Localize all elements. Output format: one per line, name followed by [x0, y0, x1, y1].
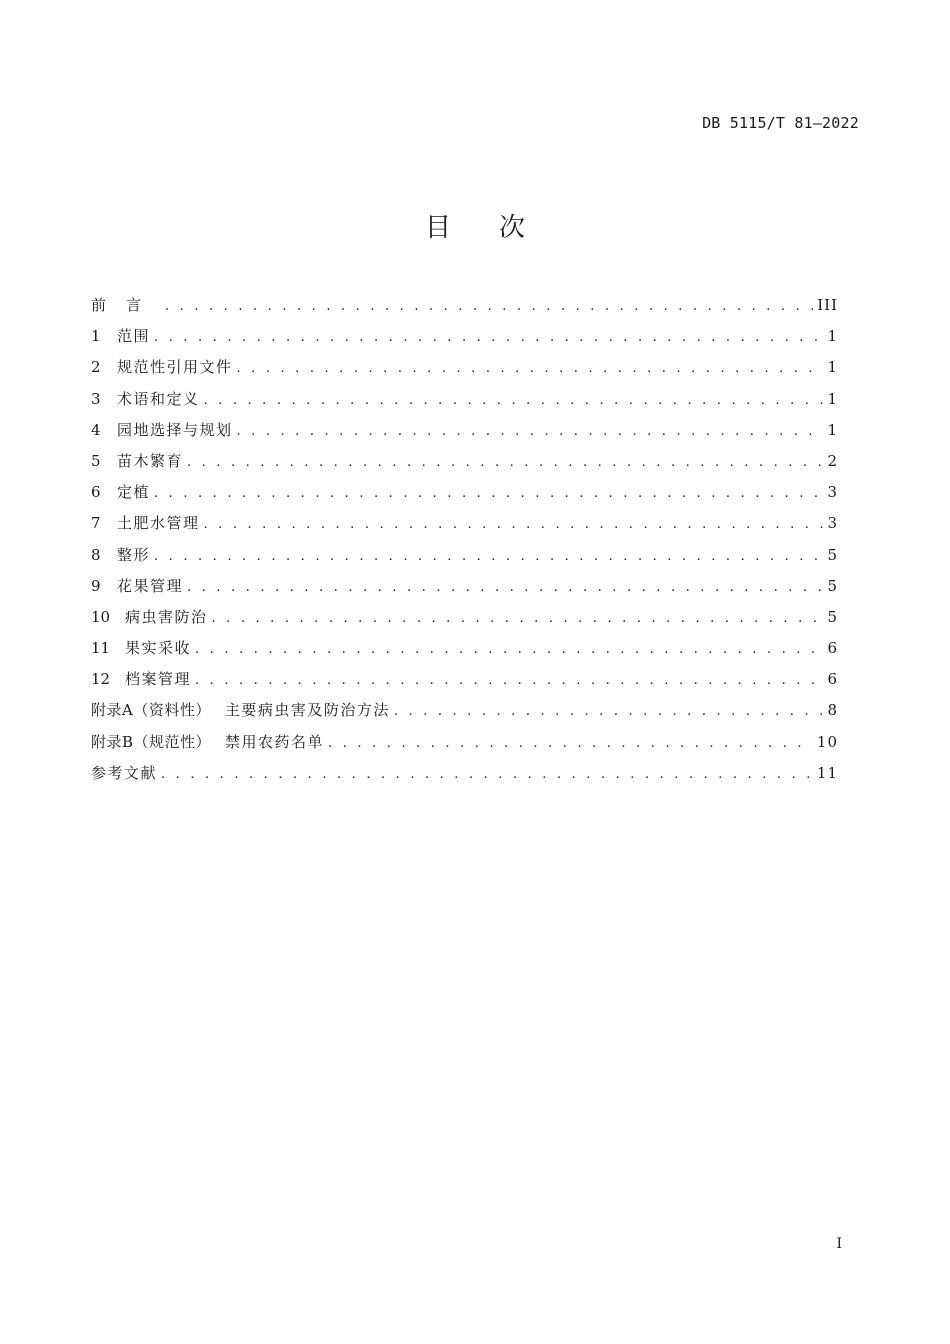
toc-leader-dots: [161, 759, 813, 790]
toc-number: 6: [91, 483, 101, 502]
toc-page-number: 3: [827, 483, 838, 502]
toc-label: 病虫害防治: [125, 607, 208, 626]
toc-page-number: 1: [827, 420, 838, 439]
toc-leader-dots: [328, 728, 813, 759]
toc-label: 档案管理: [125, 670, 192, 689]
toc-item-bibliography[interactable]: [91, 758, 838, 789]
toc-page-number: 1: [827, 358, 838, 377]
toc-page-number: 2: [827, 451, 838, 470]
toc-page-number: 1: [827, 389, 838, 408]
toc-page-number: 1: [827, 327, 838, 346]
toc-label: [91, 695, 390, 726]
toc-number: 8: [91, 545, 101, 564]
toc-page-number: 6: [827, 639, 838, 658]
annex-prefix: 附录A（资料性）: [91, 701, 211, 720]
toc-leader-dots: [195, 634, 823, 665]
toc-label: 术语和定义: [117, 389, 200, 408]
toc-item-8[interactable]: [91, 540, 838, 571]
toc-item-annex-a[interactable]: [91, 695, 838, 726]
toc-leader-dots: [187, 572, 823, 603]
toc-item-9[interactable]: [91, 571, 838, 602]
toc-page-number: 10: [816, 732, 838, 751]
toc-leader-dots: [154, 322, 823, 353]
toc-label: 整形: [117, 545, 151, 564]
toc-label: 土肥水管理: [117, 514, 200, 533]
toc-number: 9: [91, 576, 101, 595]
toc-item-10[interactable]: [91, 602, 838, 633]
toc-leader-dots: [237, 353, 824, 384]
toc-number: 10: [91, 607, 111, 626]
toc-page-number: 11: [816, 763, 838, 782]
toc-leader-dots: [154, 478, 823, 509]
toc-label: 果实采收: [125, 639, 192, 658]
annex-title: 禁用农药名单: [225, 732, 325, 751]
toc-leader-dots: [394, 696, 824, 727]
toc-number: 12: [91, 670, 111, 689]
toc-page-number: 5: [827, 545, 838, 564]
toc-page-number: 5: [827, 607, 838, 626]
toc-number: 5: [91, 451, 101, 470]
toc-page-number: 6: [827, 670, 838, 689]
toc-page-number: 5: [827, 576, 838, 595]
annex-prefix: 附录B（规范性）: [91, 732, 212, 751]
toc-number: 7: [91, 514, 101, 533]
toc-number: 2: [91, 358, 101, 377]
toc-item-7[interactable]: [91, 508, 838, 539]
toc-label: 苗木繁育: [117, 451, 184, 470]
toc-leader-dots: [154, 541, 823, 572]
toc-leader-dots: [195, 665, 823, 696]
toc-item-annex-b[interactable]: [91, 727, 838, 758]
standard-code: DB 5115/T 81—2022: [702, 114, 859, 132]
toc-leader-dots: [212, 603, 824, 634]
toc-item-2[interactable]: [91, 352, 838, 383]
toc-item-1[interactable]: [91, 321, 838, 352]
toc-number: 3: [91, 389, 101, 408]
toc-label: [91, 727, 324, 758]
toc-number: 11: [91, 639, 111, 658]
toc-page-number: 8: [827, 701, 838, 720]
toc-label: 花果管理: [117, 576, 184, 595]
toc-label: 范围: [117, 327, 151, 346]
toc-leader-dots: [187, 447, 823, 478]
toc-leader-dots: [237, 416, 824, 447]
page-number: I: [836, 1236, 842, 1252]
toc-label: 前言: [91, 296, 162, 314]
toc-leader-dots: [165, 291, 813, 322]
table-of-contents: [91, 290, 838, 789]
toc-item-3[interactable]: [91, 384, 838, 415]
toc-page-number: III: [817, 296, 838, 314]
annex-title: 主要病虫害及防治方法: [224, 701, 390, 720]
toc-item-12[interactable]: [91, 664, 838, 695]
toc-item-6[interactable]: [91, 477, 838, 508]
toc-page-number: 3: [827, 514, 838, 533]
toc-label: 参考文献: [91, 763, 158, 782]
toc-label: 园地选择与规划: [117, 420, 233, 439]
toc-number: 1: [91, 327, 101, 346]
toc-item-11[interactable]: [91, 633, 838, 664]
toc-leader-dots: [204, 385, 824, 416]
toc-number: 4: [91, 420, 101, 439]
toc-item-4[interactable]: [91, 415, 838, 446]
toc-label: 定植: [117, 483, 151, 502]
toc-item-5[interactable]: [91, 446, 838, 477]
toc-item-foreword[interactable]: [91, 290, 838, 321]
toc-label: 规范性引用文件: [117, 358, 233, 377]
toc-leader-dots: [204, 509, 824, 540]
page-title: 目次: [424, 213, 573, 243]
